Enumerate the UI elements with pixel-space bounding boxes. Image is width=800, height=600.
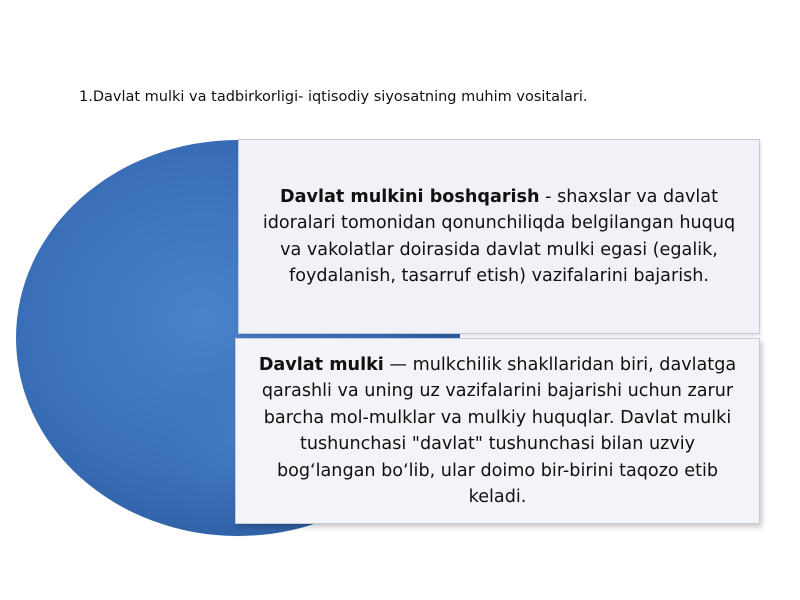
definition-box-state-property	[235, 338, 760, 524]
definition-term: Davlat mulki	[258, 354, 384, 375]
definition-box-management	[238, 139, 760, 334]
definition-text	[251, 184, 747, 290]
definition-term: Davlat mulkini boshqarish	[280, 186, 540, 207]
slide-title: 1.Davlat mulki va tadbirkorligi- iqtisodiy siyosatning muhim vositalari.	[79, 89, 588, 105]
definition-body: — mulkchilik shakllaridan biri, davlatga qarashli va uning uz vazifalarini bajarishi uchun zarur barcha mol-mulklar va mulkiy huquqlar. Davlat mulki tushunchasi "davlat" tushunchasi bilan uzviy bogʻlangan boʻlib, ular doimo bir-birini taqozo etib keladi.	[261, 354, 737, 507]
definition-text	[248, 352, 747, 511]
definition-body: - shaxslar va davlat idoralari tomonidan qonunchiliqda belgilangan huquq va vakolatlar doirasida davlat mulki egasi (egalik, foydalanish, tasarruf etish) vazifalarini bajarish.	[262, 186, 736, 286]
